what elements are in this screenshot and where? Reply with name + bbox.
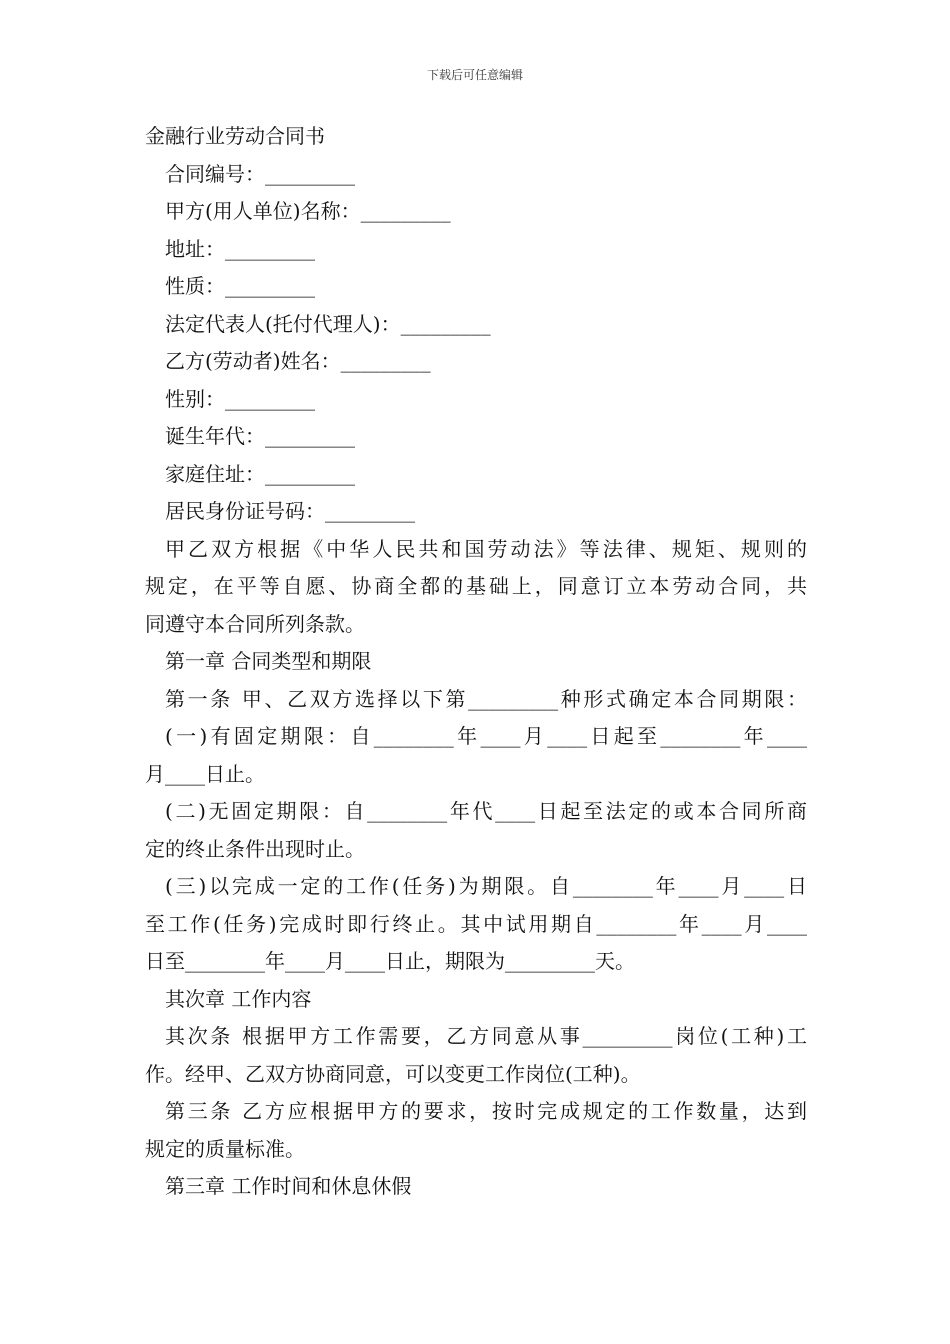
field-address: 地址：_________	[165, 236, 315, 261]
field-nature: 性质：_________	[165, 274, 315, 298]
article-line: 至工作(任务)完成时即行终止。其中试用期自________年____月____	[145, 911, 807, 936]
document-title: 金融行业劳动合同书	[145, 124, 325, 148]
field-employee-name: 乙方(劳动者)姓名：_________	[165, 349, 431, 373]
article-line: 第三条 乙方应根据甲方的要求，按时完成规定的工作数量，达到	[165, 1099, 807, 1123]
field-legal-representative: 法定代表人(托付代理人)：_________	[165, 311, 491, 336]
article-line: 作。经甲、乙双方协商同意，可以变更工作岗位(工种)。	[145, 1061, 641, 1086]
chapter-heading: 第一章 合同类型和期限	[165, 649, 372, 673]
field-employer-name: 甲方(用人单位)名称：_________	[165, 199, 451, 223]
field-home-address: 家庭住址：_________	[165, 461, 355, 486]
article-line: 定的终止条件出现时止。	[145, 836, 365, 861]
article-line: (二)无固定期限：自________年代____日起至法定的或本合同所商	[165, 799, 807, 823]
field-contract-number: 合同编号：_________	[165, 161, 355, 186]
article-line: 其次条 根据甲方工作需要，乙方同意从事_________岗位(工种)工	[165, 1024, 807, 1048]
page-header: 下载后可任意编辑	[426, 68, 523, 82]
article-line: (一)有固定期限：自________年____月____日起至________年____	[165, 724, 807, 748]
article-line: (三)以完成一定的工作(任务)为期限。自________年____月____日	[165, 874, 807, 898]
field-gender: 性别：_________	[165, 386, 315, 411]
preamble-line: 规定，在平等自愿、协商全都的基础上，同意订立本劳动合同，共	[145, 574, 807, 598]
article-line: 第一条 甲、乙双方选择以下第_________种形式确定本合同期限：	[165, 686, 807, 711]
preamble-line: 甲乙双方根据《中华人民共和国劳动法》等法律、规矩、规则的	[165, 536, 807, 561]
chapter-heading: 第三章 工作时间和休息休假	[165, 1174, 412, 1198]
field-birth-date: 诞生年代：_________	[165, 424, 355, 448]
article-line: 日至________年____月____日止，期限为_________天。	[145, 949, 635, 973]
document-body	[145, 118, 807, 1206]
preamble-line: 同遵守本合同所列条款。	[145, 611, 365, 636]
chapter-heading: 其次章 工作内容	[165, 986, 312, 1011]
field-id-number: 居民身份证号码：_________	[165, 499, 415, 523]
article-line: 月____日止。	[145, 761, 265, 786]
article-line: 规定的质量标准。	[145, 1136, 305, 1161]
